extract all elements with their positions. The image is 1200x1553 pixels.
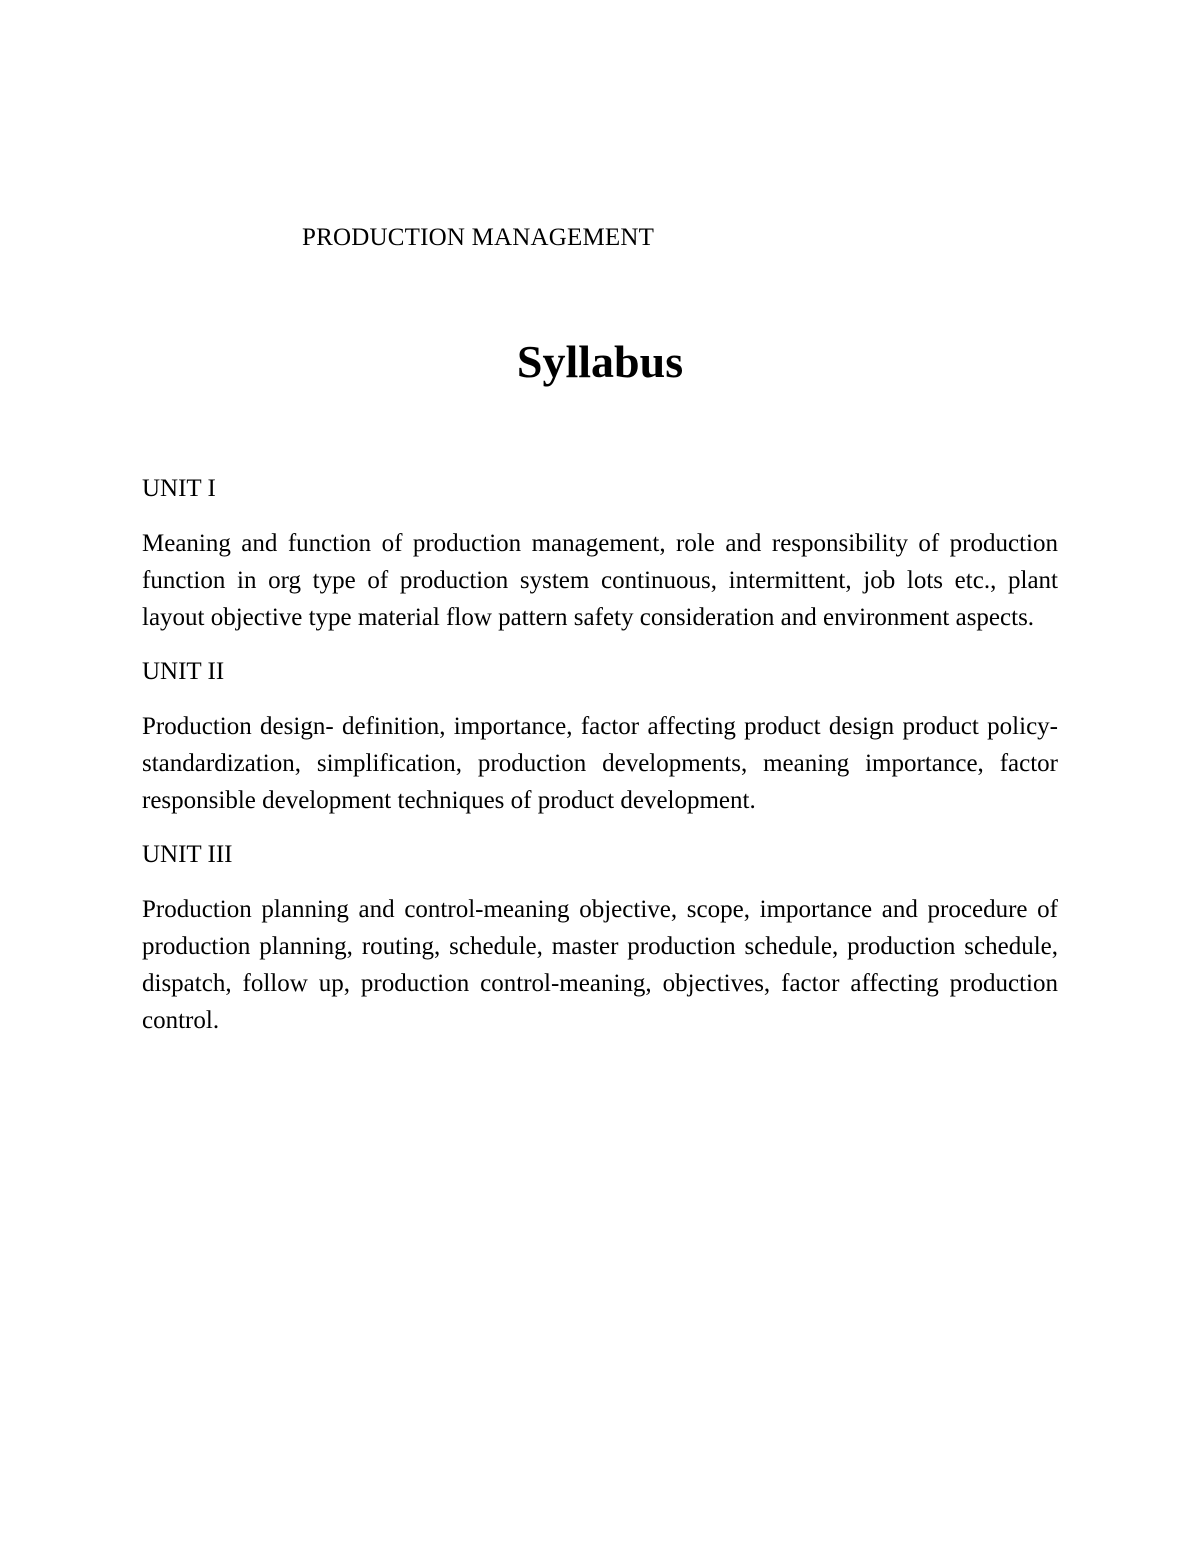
page-title-text: Syllabus — [516, 336, 684, 387]
unit-title: UNIT I — [142, 475, 216, 502]
unit-section-1 — [142, 470, 1058, 636]
unit-title: UNIT II — [142, 658, 225, 685]
unit-description: Meaning and function of production management, role and responsibility of production function in org type of production system continuous, intermittent, job lots etc., plant layout objective type material flow pattern safety consideration and environment aspects. — [142, 530, 1058, 631]
unit-section-3 — [142, 836, 1058, 1039]
unit-description: Production planning and control-meaning objective, scope, importance and procedure of production planning, routing, schedule, master production schedule, production schedule, dispatch, follow up, production control-meaning, objectives, factor affecting production control. — [142, 896, 1058, 1034]
unit-description: Production design- definition, importance, factor affecting product design product policy-standardization, simplification, production developments, meaning importance, factor responsible development techniques of product development. — [142, 713, 1058, 814]
course-title: PRODUCTION MANAGEMENT — [302, 224, 655, 251]
unit-title: UNIT III — [142, 841, 233, 868]
page-title — [0, 334, 1200, 390]
syllabus-content — [142, 470, 1058, 1056]
unit-section-2 — [142, 653, 1058, 819]
